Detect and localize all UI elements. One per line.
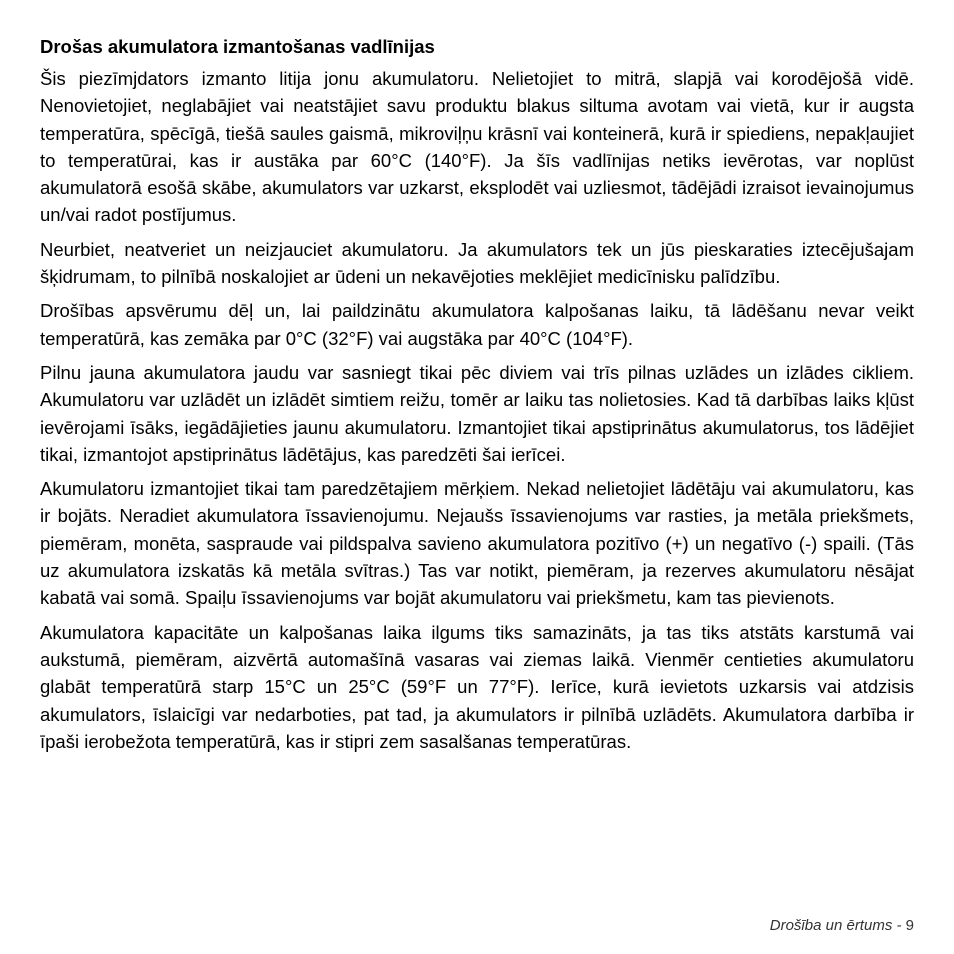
footer-section-title: Drošība un ērtums - [769, 917, 906, 934]
paragraph-short-circuit: Akumulatoru izmantojiet tikai tam paredzētajiem mērķiem. Nekad nelietojiet lādētāju vai akumulatoru, kas ir bojāts. Neradiet akumulatora īssavienojumu. Nejaušs īssavienojums var rasties, ja metāla priekšmets, piemēram, monēta, saspraude vai pildspalva savieno akumulatora pozitīvo (+) un negatīvo (-) spaili. (Tās uz akumulatora izskatās kā metāla svītras.) Tas var notikt, piemēram, ja rezerves akumulatoru nēsājat kabatā vai somā. Spaiļu īssavienojums var bojāt akumulatoru vai priekšmetu, kam tas pievienots. [40, 478, 914, 609]
paragraph-do-not-open: Neurbiet, neatveriet un neizjauciet akumulatoru. Ja akumulators tek un jūs pieskaraties iztecējušajam šķidrumam, to pilnībā noskalojiet ar ūdeni un nekavējoties meklējiet medicīnisku palīdzību. [40, 238, 914, 288]
section-heading: Drošas akumulatora izmantošanas vadlīnijas [40, 36, 435, 57]
paragraph-charging-temperature: Drošības apsvērumu dēļ un, lai paildzinātu akumulatora kalpošanas laiku, tā lādēšanu nevar veikt temperatūrā, kas zemāka par 0°C (32°F) vai augstāka par 40°C (104°F). [40, 300, 914, 349]
document-page [40, 34, 914, 762]
page-number: 9 [905, 917, 914, 934]
paragraph-charge-cycles: Pilnu jauna akumulatora jaudu var sasniegt tikai pēc diviem vai trīs pilnas uzlādes un izlādes cikliem. Akumulatoru var uzlādēt un izlādēt simtiem reižu, tomēr ar laiku tas nolietosies. Kad tā darbības laiks kļūst ievērojami īsāks, iegādājieties jaunu akumulatoru. Izmantojiet tikai apstiprinātus akumulatorus, tos lādējiet tikai, izmantojot apstiprinātus lādētājus, kas paredzēti šai ierīcei. [40, 361, 914, 465]
paragraph-battery-environment: Šis piezīmjdators izmanto litija jonu akumulatoru. Nelietojiet to mitrā, slapjā vai korodējošā vidē. Nenovietojiet, neglabājiet vai neatstājiet savu produktu blakus siltuma avotam vai vietā, kur ir augsta temperatūra, spēcīgā, tiešā saules gaismā, mikroviļņu krāsnī vai konteinerā, kurā ir spiediens, nepakļaujiet to temperatūrai, kas ir austāka par 60°C (140°F). Ja šīs vadlīnijas netiks ievērotas, var noplūst akumulatorā esošā skābe, akumulators var uzkarst, eksplodēt vai uzliesmot, tādējādi izraisot ievainojumus un/vai radot postījumus. [40, 68, 914, 226]
paragraph-capacity-temperature: Akumulatora kapacitāte un kalpošanas laika ilgums tiks samazināts, ja tas tiks atstāts karstumā vai aukstumā, piemēram, aizvērtā automašīnā vasaras vai ziemas laikā. Vienmēr centieties akumulatoru glabāt temperatūrā starp 15°C un 25°C (59°F un 77°F). Ierīce, kurā ievietots uzkarsis vai atdzisis akumulators, īslaicīgi var nedarboties, pat tad, ja akumulators ir pilnībā uzlādēts. Akumulatora darbība ir īpaši ierobežota temperatūrā, kas ir stipri zem sasalšanas temperatūras. [40, 621, 914, 752]
page-footer [770, 917, 914, 934]
